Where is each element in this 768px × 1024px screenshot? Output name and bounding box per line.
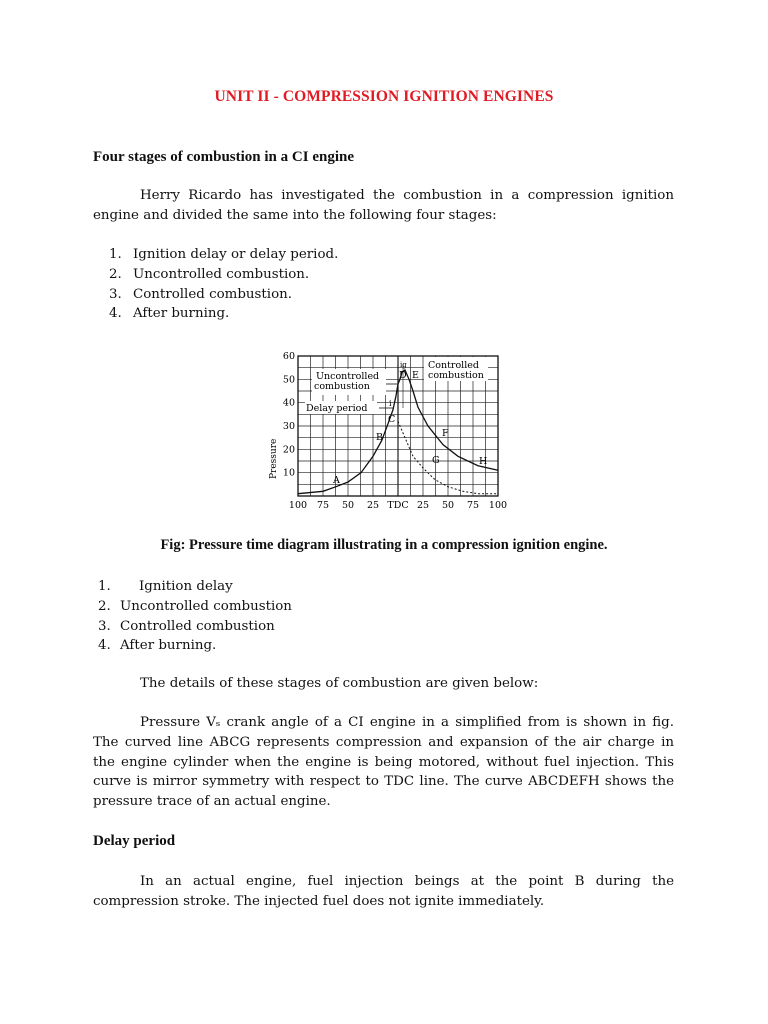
intro-paragraph: Herry Ricardo has investigated the combustion in a compression ignition engine and divided the same into the following four stages: <box>93 188 674 223</box>
pressure-paragraph: Pressure Vₛ crank angle of a CI engine in a simplified from is shown in fig. The curved line ABCG represents compression and expansion of the air charge in the engine cylinder when the engine is being motored, without fuel injection. This curve is mirror symmetry with respect to TDC line. The curve ABCDEFH shows the pressure trace of an actual engine. <box>93 715 674 810</box>
x-tick-label: 25 <box>366 500 380 511</box>
pressure-time-diagram <box>262 348 512 514</box>
y-tick-label: 20 <box>282 444 295 456</box>
x-tick-label: 25 <box>416 500 430 511</box>
y-axis-label: Pressure <box>269 438 279 479</box>
annotation-controlled: Controlled <box>428 360 479 371</box>
section-heading-four-stages: Four stages of combustion in a CI engine <box>93 149 354 165</box>
point-b-label: B <box>376 432 383 443</box>
x-tick-label: 50 <box>341 500 355 511</box>
mark-i: i <box>389 399 392 408</box>
point-c-label: C <box>388 414 396 425</box>
mark-ig: ig <box>400 361 407 369</box>
figure-caption: Fig: Pressure time diagram illustrating in a compression ignition engine. <box>160 537 608 553</box>
annotation-delay-period: Delay period <box>306 403 368 414</box>
stages-list <box>109 245 509 324</box>
x-tick-label: 100 <box>288 500 308 511</box>
x-tick-label: TDC <box>387 500 409 511</box>
y-tick-label: 40 <box>282 397 295 409</box>
delay-paragraph: In an actual engine, fuel injection beings at the point B during the compression stroke. The injected fuel does not ignite immediately. <box>93 874 674 909</box>
point-g-label: G <box>432 455 440 466</box>
annotation-uncontrolled: Uncontrolled <box>316 371 380 382</box>
section-heading-delay-period: Delay period <box>93 833 176 849</box>
point-f-label: F <box>442 428 449 439</box>
point-a-label: A <box>333 475 340 486</box>
y-tick-label: 50 <box>282 374 295 386</box>
x-tick-label: 50 <box>441 500 455 511</box>
list-item: 4. After burning. <box>98 638 217 654</box>
annotation-controlled-2: combustion <box>428 370 484 381</box>
list-item: 2. Uncontrolled combustion <box>98 598 292 614</box>
y-tick-label: 60 <box>282 351 295 362</box>
stages-list-2 <box>98 577 498 656</box>
list-item: 2. Uncontrolled combustion. <box>109 266 310 282</box>
point-e-label: E <box>412 370 419 381</box>
x-tick-label: 75 <box>316 500 330 511</box>
y-tick-label: 10 <box>282 467 295 479</box>
details-intro: The details of these stages of combustion are given below: <box>140 676 539 691</box>
list-item: 3. Controlled combustion <box>98 618 275 634</box>
y-tick-label: 30 <box>282 421 295 432</box>
x-tick-label: 75 <box>466 500 480 511</box>
page-title: UNIT II - COMPRESSION IGNITION ENGINES <box>214 88 554 105</box>
annotation-uncontrolled-2: combustion <box>314 381 370 392</box>
point-h-label: H <box>479 456 488 467</box>
list-item: 1. Ignition delay <box>98 579 233 594</box>
x-tick-label: 100 <box>488 500 508 511</box>
list-item: 1. Ignition delay or delay period. <box>109 247 339 262</box>
list-item: 3. Controlled combustion. <box>109 286 293 302</box>
list-item: 4. After burning. <box>109 306 230 322</box>
point-d-label: D <box>399 370 407 381</box>
